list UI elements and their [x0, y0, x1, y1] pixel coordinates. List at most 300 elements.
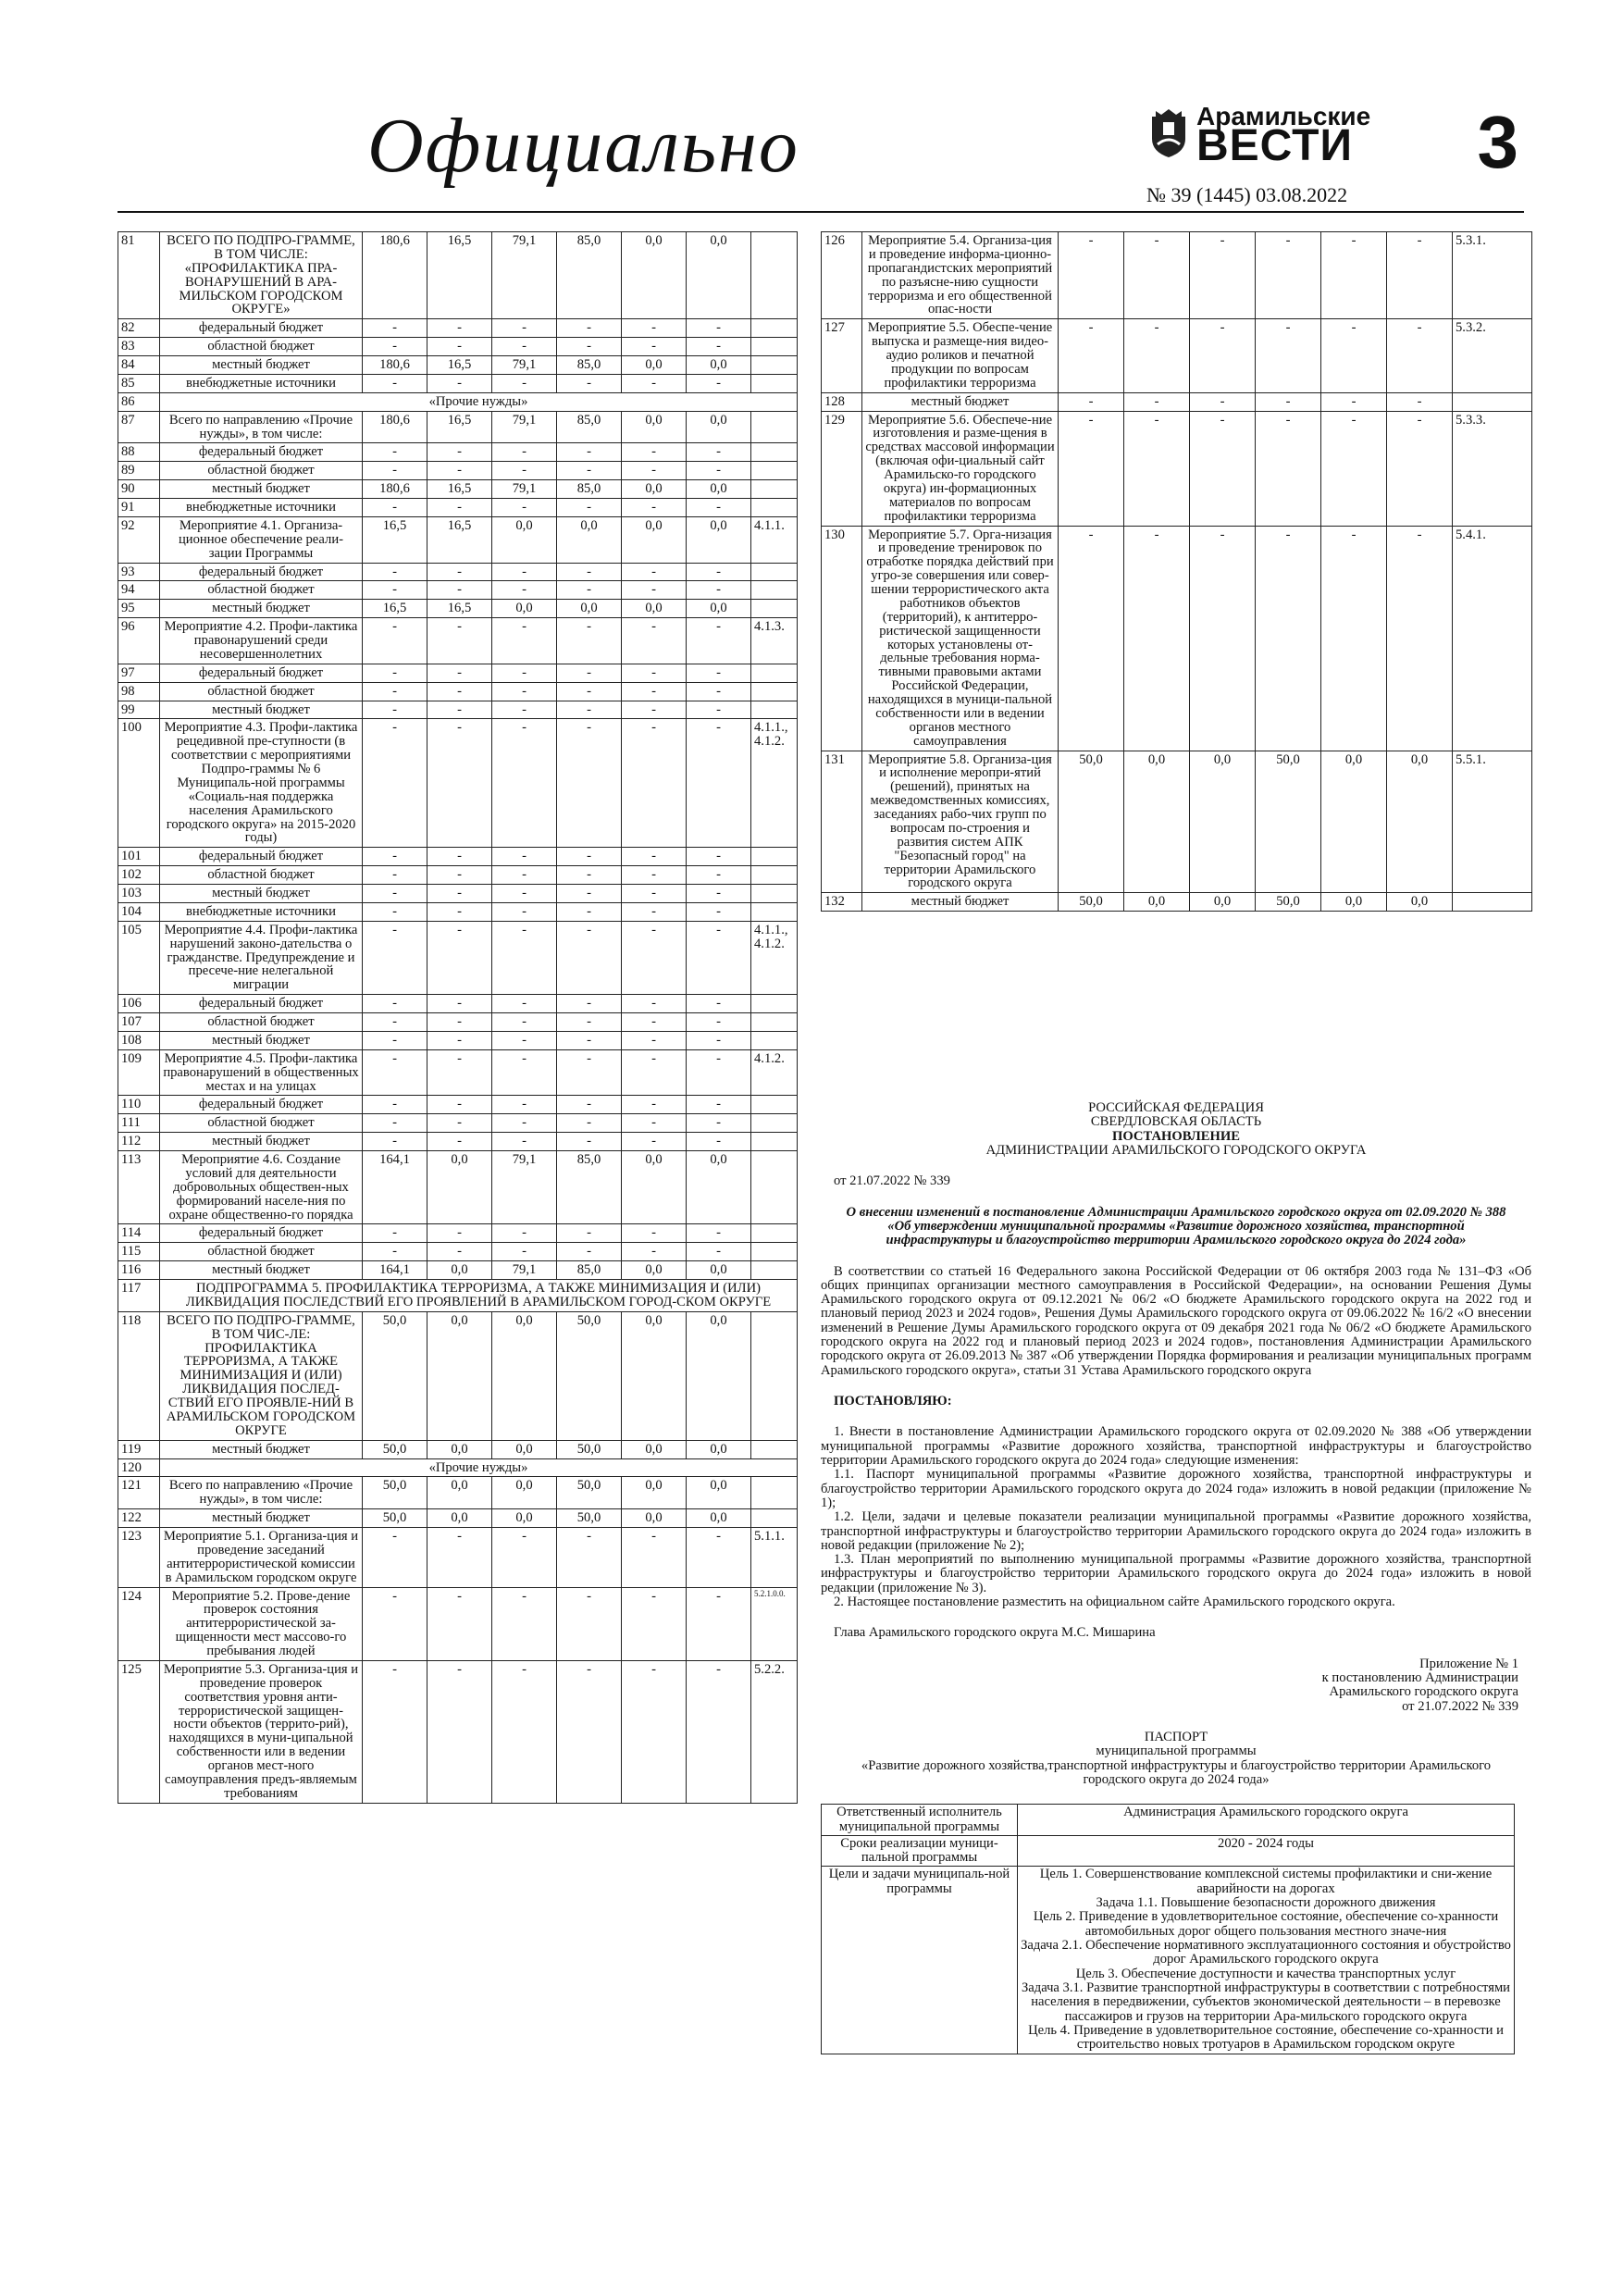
- value-cell: -: [492, 682, 557, 701]
- row-number: 106: [118, 995, 160, 1013]
- decree-date: от 21.07.2022 № 339: [834, 1173, 950, 1189]
- value-cell: -: [363, 1031, 427, 1049]
- value-cell: 0,0: [687, 1440, 751, 1458]
- row-label: федеральный бюджет: [160, 848, 363, 866]
- value-cell: 0,0: [687, 1477, 751, 1509]
- budget-table-right: [821, 231, 1532, 912]
- value-cell: 0,0: [1387, 893, 1453, 912]
- value-cell: 0,0: [622, 516, 687, 563]
- value-cell: -: [427, 319, 492, 338]
- value-cell: -: [427, 1587, 492, 1660]
- page-header: [118, 100, 1524, 211]
- target-code: [751, 374, 798, 392]
- value-cell: -: [622, 338, 687, 356]
- value-cell: -: [427, 995, 492, 1013]
- table-row: [118, 618, 798, 664]
- value-cell: -: [1059, 232, 1124, 319]
- value-cell: 0,0: [427, 1440, 492, 1458]
- value-cell: 50,0: [1059, 751, 1124, 893]
- decree-resolve: ПОСТАНОВЛЯЮ:: [834, 1394, 952, 1409]
- row-label: ВСЕГО ПО ПОДПРО-ГРАММЕ, В ТОМ ЧИС-ЛЕ: ПРОФИЛАКТИКА ТЕРРОРИЗМА, А ТАКЖЕ МИНИМИЗАЦИЯ И (ИЛИ) ЛИКВИДАЦИЯ ПОСЛЕД-СТВИЙ ЕГО ПРОЯВЛЕ-НИЙ В АРАМИЛЬСКОМ ГОРОДСКОМ ОКРУГЕ: [160, 1311, 363, 1440]
- table-row: [118, 563, 798, 581]
- value-cell: 0,0: [687, 516, 751, 563]
- row-label: областной бюджет: [160, 1243, 363, 1261]
- value-cell: -: [363, 462, 427, 480]
- goal-line: Цель 1. Совершенствование комплексной системы профилактики и сни-жение аварийности на дорогах: [1039, 1867, 1493, 1896]
- value-cell: -: [557, 1587, 622, 1660]
- row-number: 93: [118, 563, 160, 581]
- value-cell: -: [1190, 392, 1256, 411]
- value-cell: 0,0: [492, 516, 557, 563]
- value-cell: -: [492, 1096, 557, 1114]
- value-cell: -: [363, 443, 427, 462]
- value-cell: -: [427, 1096, 492, 1114]
- table-row: [118, 600, 798, 618]
- value-cell: 0,0: [427, 1151, 492, 1224]
- value-cell: -: [1256, 319, 1321, 392]
- row-number: 122: [118, 1509, 160, 1528]
- row-label: местный бюджет: [160, 885, 363, 903]
- row-number: 116: [118, 1261, 160, 1280]
- value-cell: -: [363, 719, 427, 848]
- table-row: [822, 232, 1532, 319]
- row-label: внебюджетные источники: [160, 499, 363, 517]
- target-code: [751, 1013, 798, 1032]
- value-cell: -: [622, 866, 687, 885]
- value-cell: -: [492, 1133, 557, 1151]
- value-cell: -: [557, 1133, 622, 1151]
- value-cell: 0,0: [622, 1151, 687, 1224]
- value-cell: -: [557, 848, 622, 866]
- passport-key: Ответственный исполнитель муниципальной программы: [822, 1805, 1018, 1836]
- row-number: 87: [118, 411, 160, 443]
- value-cell: -: [363, 664, 427, 682]
- row-number: 120: [118, 1458, 160, 1477]
- table-row: [118, 1224, 798, 1243]
- target-code: [751, 1096, 798, 1114]
- value-cell: -: [1321, 526, 1387, 751]
- row-label: Мероприятие 4.2. Профи-лактика правонарушений среди несовершеннолетних: [160, 618, 363, 664]
- value-cell: 0,0: [557, 516, 622, 563]
- row-label: местный бюджет: [160, 701, 363, 719]
- row-number: 104: [118, 902, 160, 921]
- value-cell: -: [557, 866, 622, 885]
- value-cell: 16,5: [427, 356, 492, 375]
- table-row: [822, 319, 1532, 392]
- row-number: 114: [118, 1224, 160, 1243]
- value-cell: 164,1: [363, 1151, 427, 1224]
- target-code: [751, 499, 798, 517]
- target-code: [751, 995, 798, 1013]
- value-cell: -: [622, 701, 687, 719]
- value-cell: -: [557, 581, 622, 600]
- row-number: 118: [118, 1311, 160, 1440]
- row-number: 127: [822, 319, 862, 392]
- row-number: 123: [118, 1528, 160, 1588]
- value-cell: 0,0: [622, 1509, 687, 1528]
- value-cell: -: [427, 701, 492, 719]
- value-cell: -: [687, 1587, 751, 1660]
- page-number: 3: [1477, 101, 1518, 183]
- value-cell: -: [687, 1224, 751, 1243]
- table-row: [822, 893, 1532, 912]
- value-cell: -: [1321, 232, 1387, 319]
- target-code: [751, 866, 798, 885]
- table-row: [118, 1013, 798, 1032]
- value-cell: 79,1: [492, 411, 557, 443]
- value-cell: -: [1387, 392, 1453, 411]
- goal-line: Цель 2. Приведение в удовлетворительное состояние, обеспечение со-хранности автомобильных дорог общего пользования местного значе-ния: [1033, 1909, 1499, 1939]
- passport-key: Сроки реализации муници-пальной программы: [822, 1835, 1018, 1867]
- value-cell: -: [557, 995, 622, 1013]
- row-label: местный бюджет: [862, 392, 1059, 411]
- value-cell: -: [622, 1587, 687, 1660]
- target-code: [751, 1224, 798, 1243]
- row-number: 94: [118, 581, 160, 600]
- row-label: Мероприятие 4.3. Профи-лактика рецедивной пре-ступности (в соответствии с мероприятиями Подпро-граммы № 6 Муниципаль-ной программы «Социаль-ная поддержка населения Арамильского городского округа» на 2015-2020 годы): [160, 719, 363, 848]
- value-cell: -: [1124, 232, 1190, 319]
- row-label: местный бюджет: [160, 1509, 363, 1528]
- value-cell: -: [492, 374, 557, 392]
- value-cell: -: [557, 374, 622, 392]
- value-cell: -: [1256, 526, 1321, 751]
- target-code: [751, 338, 798, 356]
- row-label: Мероприятие 5.2. Прове-дение проверок состояния антитеррористической за-щищенности мест массово-го пребывания людей: [160, 1587, 363, 1660]
- row-number: 107: [118, 1013, 160, 1032]
- value-cell: 50,0: [1059, 893, 1124, 912]
- table-row: [118, 1660, 798, 1803]
- value-cell: -: [687, 499, 751, 517]
- value-cell: -: [363, 1224, 427, 1243]
- value-cell: -: [557, 618, 622, 664]
- row-label: Мероприятие 5.8. Организа-ция и исполнение меропри-ятий (решений), принятых на межведомственных комиссиях, заседаниях рабо-чих групп по вопросам по-строения и развития систем АПК "Безопасный город" на территории Арамильского городского округа: [862, 751, 1059, 893]
- decree-point-1-2: 1.2. Цели, задачи и целевые показатели реализации муниципальной программы «Развитие дорожного хозяйства, транспортной инфраструктуры и благоустройство территории Арамильского городского округа до 2024 года» изложить в новой редакции (приложение № 2);: [821, 1509, 1531, 1553]
- table-row: [118, 664, 798, 682]
- table-row: [118, 1096, 798, 1114]
- row-label: местный бюджет: [160, 1261, 363, 1280]
- value-cell: -: [622, 719, 687, 848]
- row-number: 88: [118, 443, 160, 462]
- value-cell: -: [622, 581, 687, 600]
- value-cell: 50,0: [363, 1311, 427, 1440]
- value-cell: 0,0: [622, 1261, 687, 1280]
- value-cell: 0,0: [622, 480, 687, 499]
- value-cell: 0,0: [687, 356, 751, 375]
- decree-point-1: 1. Внести в постановление Администрации Арамильского городского округа от 02.09.2020 № 388 «Об утверждении муниципальной программы «Развитие дорожного хозяйства, транспортной инфраструктуры и благоустройство территории Арамильского городского округа до 2024 года» следующие изменения:: [821, 1424, 1531, 1468]
- decree-heading-type: ПОСТАНОВЛЕНИЕ: [1112, 1128, 1240, 1144]
- value-cell: -: [622, 443, 687, 462]
- row-label: Мероприятие 5.7. Орга-низация и проведение тренировок по отработке порядка действий при угро-зе совершения или совер-шении террористического акта работников объектов (территорий), к антитерро-ристической защищенности которых установлены от-дельные требования норма-тивными правовыми актами Российской Федерации, находящихся в муници-пальной собственности или в ведении органов местного самоуправления: [862, 526, 1059, 751]
- passport-goals: [1018, 1867, 1515, 2054]
- value-cell: -: [622, 563, 687, 581]
- table-row: [118, 1587, 798, 1660]
- value-cell: -: [1256, 411, 1321, 526]
- value-cell: -: [687, 462, 751, 480]
- value-cell: 0,0: [622, 232, 687, 319]
- value-cell: -: [622, 1049, 687, 1096]
- row-label: Мероприятие 5.5. Обеспе-чение выпуска и размеще-ния видео-аудио роликов и печатной продукции по вопросам профилактики терроризма: [862, 319, 1059, 392]
- value-cell: -: [1321, 411, 1387, 526]
- value-cell: -: [492, 848, 557, 866]
- section-heading: ПОДПРОГРАММА 5. ПРОФИЛАКТИКА ТЕРРОРИЗМА, А ТАКЖЕ МИНИМИЗАЦИЯ И (ИЛИ) ЛИКВИДАЦИЯ ПОСЛЕДСТВИЙ ЕГО ПРОЯВЛЕНИЙ В АРАМИЛЬСКОМ ГОРОД-СКОМ ОКРУГЕ: [160, 1280, 798, 1312]
- value-cell: -: [492, 1049, 557, 1096]
- value-cell: 79,1: [492, 1261, 557, 1280]
- row-number: 96: [118, 618, 160, 664]
- target-code: [751, 1261, 798, 1280]
- target-code: [751, 1151, 798, 1224]
- value-cell: -: [492, 902, 557, 921]
- value-cell: -: [1387, 232, 1453, 319]
- value-cell: 85,0: [557, 356, 622, 375]
- value-cell: -: [687, 995, 751, 1013]
- value-cell: 0,0: [1124, 751, 1190, 893]
- passport-value: 2020 - 2024 годы: [1018, 1835, 1515, 1867]
- row-label: федеральный бюджет: [160, 995, 363, 1013]
- value-cell: -: [427, 618, 492, 664]
- value-cell: 16,5: [363, 516, 427, 563]
- value-cell: -: [1387, 526, 1453, 751]
- row-label: Мероприятие 4.4. Профи-лактика нарушений законо-дательства о гражданстве. Предупреждение и пресече-ние нелегальной миграции: [160, 921, 363, 994]
- value-cell: -: [427, 499, 492, 517]
- target-code: [751, 902, 798, 921]
- value-cell: -: [492, 499, 557, 517]
- value-cell: -: [492, 885, 557, 903]
- value-cell: -: [427, 719, 492, 848]
- row-label: областной бюджет: [160, 682, 363, 701]
- value-cell: -: [427, 563, 492, 581]
- value-cell: -: [1124, 526, 1190, 751]
- value-cell: -: [1124, 319, 1190, 392]
- value-cell: -: [1256, 392, 1321, 411]
- passport-value: Администрация Арамильского городского округа: [1018, 1805, 1515, 1836]
- value-cell: -: [492, 664, 557, 682]
- value-cell: -: [492, 1243, 557, 1261]
- value-cell: 0,0: [687, 411, 751, 443]
- value-cell: -: [363, 1133, 427, 1151]
- value-cell: 85,0: [557, 1261, 622, 1280]
- value-cell: -: [557, 1243, 622, 1261]
- target-code: [751, 848, 798, 866]
- value-cell: 0,0: [557, 600, 622, 618]
- value-cell: -: [1190, 319, 1256, 392]
- value-cell: -: [622, 921, 687, 994]
- value-cell: -: [363, 995, 427, 1013]
- value-cell: 164,1: [363, 1261, 427, 1280]
- row-number: 130: [822, 526, 862, 751]
- target-code: [751, 411, 798, 443]
- table-row: [118, 848, 798, 866]
- target-code: [751, 1133, 798, 1151]
- value-cell: -: [1059, 526, 1124, 751]
- row-label: местный бюджет: [160, 480, 363, 499]
- value-cell: -: [557, 1049, 622, 1096]
- row-label: Мероприятие 5.1. Организа-ция и проведение заседаний антитеррористической комиссии в Арамильском городском округе: [160, 1528, 363, 1588]
- table-row: [118, 1509, 798, 1528]
- row-label: Мероприятие 5.6. Обеспече-ние изготовления и разме-щения в средствах массовой информации (включая офи-циальный сайт Арамильско-го городского округа) ин-формационных материалов по вопросам профилактики терроризма: [862, 411, 1059, 526]
- value-cell: -: [557, 1096, 622, 1114]
- logo-small-text: Арамильские: [1196, 102, 1371, 130]
- value-cell: -: [363, 1049, 427, 1096]
- value-cell: -: [1321, 392, 1387, 411]
- value-cell: -: [557, 921, 622, 994]
- target-code: [751, 356, 798, 375]
- row-number: 105: [118, 921, 160, 994]
- value-cell: -: [557, 682, 622, 701]
- value-cell: -: [622, 995, 687, 1013]
- value-cell: -: [492, 338, 557, 356]
- target-code: 5.4.1.: [1453, 526, 1532, 751]
- value-cell: 180,6: [363, 356, 427, 375]
- decree-heading-region: СВЕРДЛОВСКАЯ ОБЛАСТЬ: [1090, 1114, 1262, 1130]
- target-code: [751, 319, 798, 338]
- value-cell: -: [622, 848, 687, 866]
- row-number: 115: [118, 1243, 160, 1261]
- passport-row: [822, 1805, 1515, 1836]
- row-number: 100: [118, 719, 160, 848]
- row-label: Мероприятие 5.4. Организа-ция и проведение информа-ционно-пропагандистских мероприятий по разъясне-нию сущности терроризма и его общественной опас-ности: [862, 232, 1059, 319]
- row-number: 112: [118, 1133, 160, 1151]
- value-cell: 0,0: [687, 480, 751, 499]
- value-cell: -: [557, 701, 622, 719]
- value-cell: -: [363, 848, 427, 866]
- table-row: [118, 866, 798, 885]
- value-cell: 0,0: [1387, 751, 1453, 893]
- table-row: [118, 885, 798, 903]
- value-cell: 85,0: [557, 411, 622, 443]
- row-label: областной бюджет: [160, 1114, 363, 1133]
- table-row: [118, 682, 798, 701]
- value-cell: -: [363, 1096, 427, 1114]
- value-cell: -: [622, 618, 687, 664]
- table-row: [118, 356, 798, 375]
- value-cell: 0,0: [1190, 893, 1256, 912]
- value-cell: -: [492, 1114, 557, 1133]
- decree-heading-authority: АДМИНИСТРАЦИИ АРАМИЛЬСКОГО ГОРОДСКОГО ОКРУГА: [985, 1142, 1367, 1158]
- row-label: Мероприятие 5.3. Организа-ция и проведение проверок соответствия уровня анти-террористической защищен-ности объектов (террито-рий), находящихся в муни-ципальной собственности или в ведении органов мест-ного самоуправления предъ-являемым требованиям: [160, 1660, 363, 1803]
- value-cell: 16,5: [427, 480, 492, 499]
- table-row: [118, 1243, 798, 1261]
- value-cell: 0,0: [687, 232, 751, 319]
- row-number: 98: [118, 682, 160, 701]
- value-cell: -: [427, 682, 492, 701]
- goal-line: Задача 2.1. Обеспечение нормативного эксплуатационного состояния и обустройство дорог Арамильского городского округа: [1021, 1938, 1511, 1967]
- value-cell: -: [687, 664, 751, 682]
- value-cell: -: [1059, 411, 1124, 526]
- value-cell: -: [557, 462, 622, 480]
- passport-key: Цели и задачи муниципаль-ной программы: [822, 1867, 1018, 2054]
- value-cell: -: [557, 1528, 622, 1588]
- table-row: [118, 480, 798, 499]
- decree-point-1-3: 1.3. План мероприятий по выполнению муниципальной программы «Развитие дорожного хозяйства, транспортной инфраструктуры и благоустройство территории Арамильского городского округа до 2024 года» изложить в новой редакции (приложение № 3).: [821, 1552, 1531, 1595]
- table-row: [118, 701, 798, 719]
- value-cell: -: [622, 1528, 687, 1588]
- value-cell: 50,0: [1256, 893, 1321, 912]
- value-cell: -: [687, 1133, 751, 1151]
- row-label: федеральный бюджет: [160, 563, 363, 581]
- decree-point-1-1: 1.1. Паспорт муниципальной программы «Развитие дорожного хозяйства, транспортной инфраструктуры и благоустройство территории Арамильского городского округа до 2024 года» изложить в новой редакции (приложение № 1);: [821, 1467, 1531, 1510]
- value-cell: 16,5: [427, 411, 492, 443]
- value-cell: -: [1190, 526, 1256, 751]
- target-code: [751, 581, 798, 600]
- row-label: местный бюджет: [160, 1031, 363, 1049]
- value-cell: -: [687, 1096, 751, 1114]
- row-label: Всего по направлению «Прочие нужды», в том числе:: [160, 1477, 363, 1509]
- table-row: [118, 1280, 798, 1312]
- target-code: [751, 664, 798, 682]
- row-label: федеральный бюджет: [160, 443, 363, 462]
- row-number: 83: [118, 338, 160, 356]
- row-number: 95: [118, 600, 160, 618]
- appendix-line-3: Арамильского городского округа: [1329, 1684, 1518, 1700]
- value-cell: -: [363, 1660, 427, 1803]
- table-row: [118, 232, 798, 319]
- table-row: [118, 374, 798, 392]
- value-cell: -: [622, 319, 687, 338]
- value-cell: 50,0: [557, 1509, 622, 1528]
- row-number: 99: [118, 701, 160, 719]
- table-row: [118, 1151, 798, 1224]
- value-cell: -: [687, 866, 751, 885]
- table-row: [118, 1261, 798, 1280]
- table-row: [118, 338, 798, 356]
- value-cell: -: [492, 701, 557, 719]
- value-cell: -: [687, 719, 751, 848]
- row-label: Всего по направлению «Прочие нужды», в том числе:: [160, 411, 363, 443]
- table-row: [118, 1458, 798, 1477]
- row-number: 103: [118, 885, 160, 903]
- table-row: [118, 1114, 798, 1133]
- value-cell: -: [492, 319, 557, 338]
- value-cell: -: [363, 319, 427, 338]
- value-cell: -: [492, 462, 557, 480]
- row-label: местный бюджет: [862, 893, 1059, 912]
- row-number: 89: [118, 462, 160, 480]
- table-row: [822, 526, 1532, 751]
- table-row: [118, 499, 798, 517]
- table-row: [118, 1528, 798, 1588]
- value-cell: 0,0: [492, 1440, 557, 1458]
- value-cell: -: [687, 618, 751, 664]
- value-cell: -: [557, 1114, 622, 1133]
- value-cell: -: [363, 374, 427, 392]
- value-cell: -: [1190, 232, 1256, 319]
- table-row: [118, 1031, 798, 1049]
- value-cell: 0,0: [492, 1477, 557, 1509]
- target-code: [751, 1114, 798, 1133]
- target-code: 5.1.1.: [751, 1528, 798, 1588]
- value-cell: -: [363, 1243, 427, 1261]
- passport-subheading: муниципальной программы: [1096, 1744, 1257, 1759]
- value-cell: -: [492, 1587, 557, 1660]
- value-cell: -: [557, 885, 622, 903]
- value-cell: -: [557, 1031, 622, 1049]
- row-number: 82: [118, 319, 160, 338]
- value-cell: -: [1256, 232, 1321, 319]
- row-number: 128: [822, 392, 862, 411]
- value-cell: -: [557, 443, 622, 462]
- row-number: 109: [118, 1049, 160, 1096]
- decree-preamble: В соответствии со статьей 16 Федерального закона Российской Федерации от 06 октября 2003 года № 131–ФЗ «Об общих принципах организации местного самоуправления в Российской Федерации», на основании Решения Думы Арамильского городского округа от 09.12.2021 № 06/2 «О бюджете Арамильского городского округа на 2022 год и плановый период 2023 и 2024 годов», Решения Думы Арамильского городского округа от 09.06.2022 № 16/2 «О внесении изменений в Решение Думы Арамильского городского округа от 09 декабря 2021 года № 06/2 «О бюджете Арамильского городского округа на 2022 год и плановый период 2023 и 2024 годов», постановления Администрации Арамильского городского округа от 26.09.2013 № 387 «Об утверждении Порядка формирования и реализации муниципальных программ Арамильского городского округа», статьи 31 Устава Арамильского городского округа: [821, 1263, 1531, 1378]
- budget-table-left: [118, 231, 798, 1804]
- value-cell: 50,0: [557, 1477, 622, 1509]
- value-cell: -: [557, 902, 622, 921]
- value-cell: 0,0: [622, 411, 687, 443]
- value-cell: -: [622, 499, 687, 517]
- row-label: Мероприятие 4.1. Организа-ционное обеспечение реали-зации Программы: [160, 516, 363, 563]
- value-cell: 0,0: [427, 1477, 492, 1509]
- target-code: [751, 701, 798, 719]
- value-cell: -: [363, 682, 427, 701]
